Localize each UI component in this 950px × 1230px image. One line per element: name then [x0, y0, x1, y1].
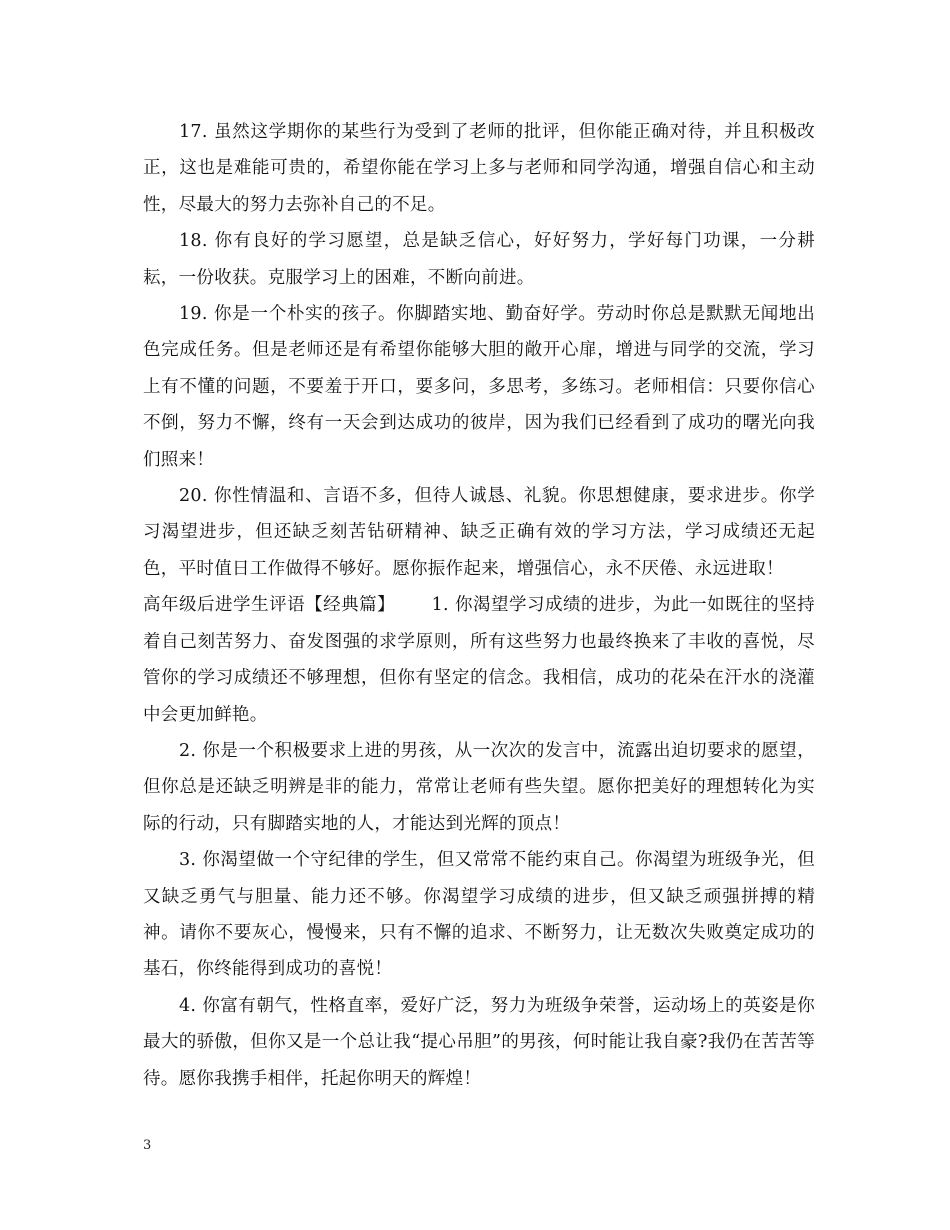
paragraph-19: 19. 你是一个朴实的孩子。你脚踏实地、勤奋好学。劳动时你总是默默无闻地出色完成任务。但是老师还是有希望你能够大胆的敞开心扉，增进与同学的交流，学习上有不懂的问题，不要羞于开口，要多问，多思考，多练习。老师相信：只要你信心不倒，努力不懈，终有一天会到达成功的彼岸，因为我们已经看到了成功的曙光向我们照来！ — [143, 304, 815, 470]
section-heading-paragraph: 高年级后进学生评语【经典篇】 1. 你渴望学习成绩的进步，为此一如既往的坚持着自己刻苦努力、奋发图强的求学原则，所有这些努力也最终换来了丰收的喜悦，尽管你的学习成绩还不够理想，但你有坚定的信念。我相信，成功的花朵在汗水的浇灌中会更加鲜艳。 — [143, 595, 815, 725]
page-number: 3 — [143, 1138, 152, 1153]
paragraph-3: 3. 你渴望做一个守纪律的学生，但又常常不能约束自己。你渴望为班级争光，但又缺乏勇气与胆量、能力还不够。你渴望学习成绩的进步，但又缺乏顽强拼搏的精神。请你不要灰心，慢慢来，只有不懈的追求、不断努力，让无数次失败奠定成功的基石，你终能得到成功的喜悦！ — [143, 850, 815, 980]
paragraph-2: 2. 你是一个积极要求上进的男孩，从一次次的发言中，流露出迫切要求的愿望，但你总是还缺乏明辨是非的能力，常常让老师有些失望。愿你把美好的理想转化为实际的行动，只有脚踏实地的人，才能达到光辉的顶点！ — [143, 740, 815, 834]
paragraph-18: 18. 你有良好的学习愿望，总是缺乏信心，好好努力，学好每门功课，一分耕耘，一份收获。克服学习上的困难，不断向前进。 — [143, 231, 815, 288]
paragraph-17: 17. 虽然这学期你的某些行为受到了老师的批评，但你能正确对待，并且积极改正，这也是难能可贵的，希望你能在学习上多与老师和同学沟通，增强自信心和主动性，尽最大的努力去弥补自己的不足。 — [143, 122, 815, 215]
paragraph-20: 20. 你性情温和、言语不多，但待人诚恳、礼貌。你思想健康，要求进步。你学习渴望进步，但还缺乏刻苦钻研精神、缺乏正确有效的学习方法，学习成绩还无起色，平时值日工作做得不够好。愿你振作起来，增强信心，永不厌倦、永远进取！ — [143, 486, 815, 579]
paragraph-4: 4. 你富有朝气，性格直率，爱好广泛，努力为班级争荣誉，运动场上的英姿是你最大的骄傲，但你又是一个总让我“提心吊胆”的男孩，何时能让我自豪?我仍在苦苦等待。愿你我携手相伴，托起你明天的辉煌！ — [143, 995, 815, 1089]
document-body — [143, 114, 815, 1097]
